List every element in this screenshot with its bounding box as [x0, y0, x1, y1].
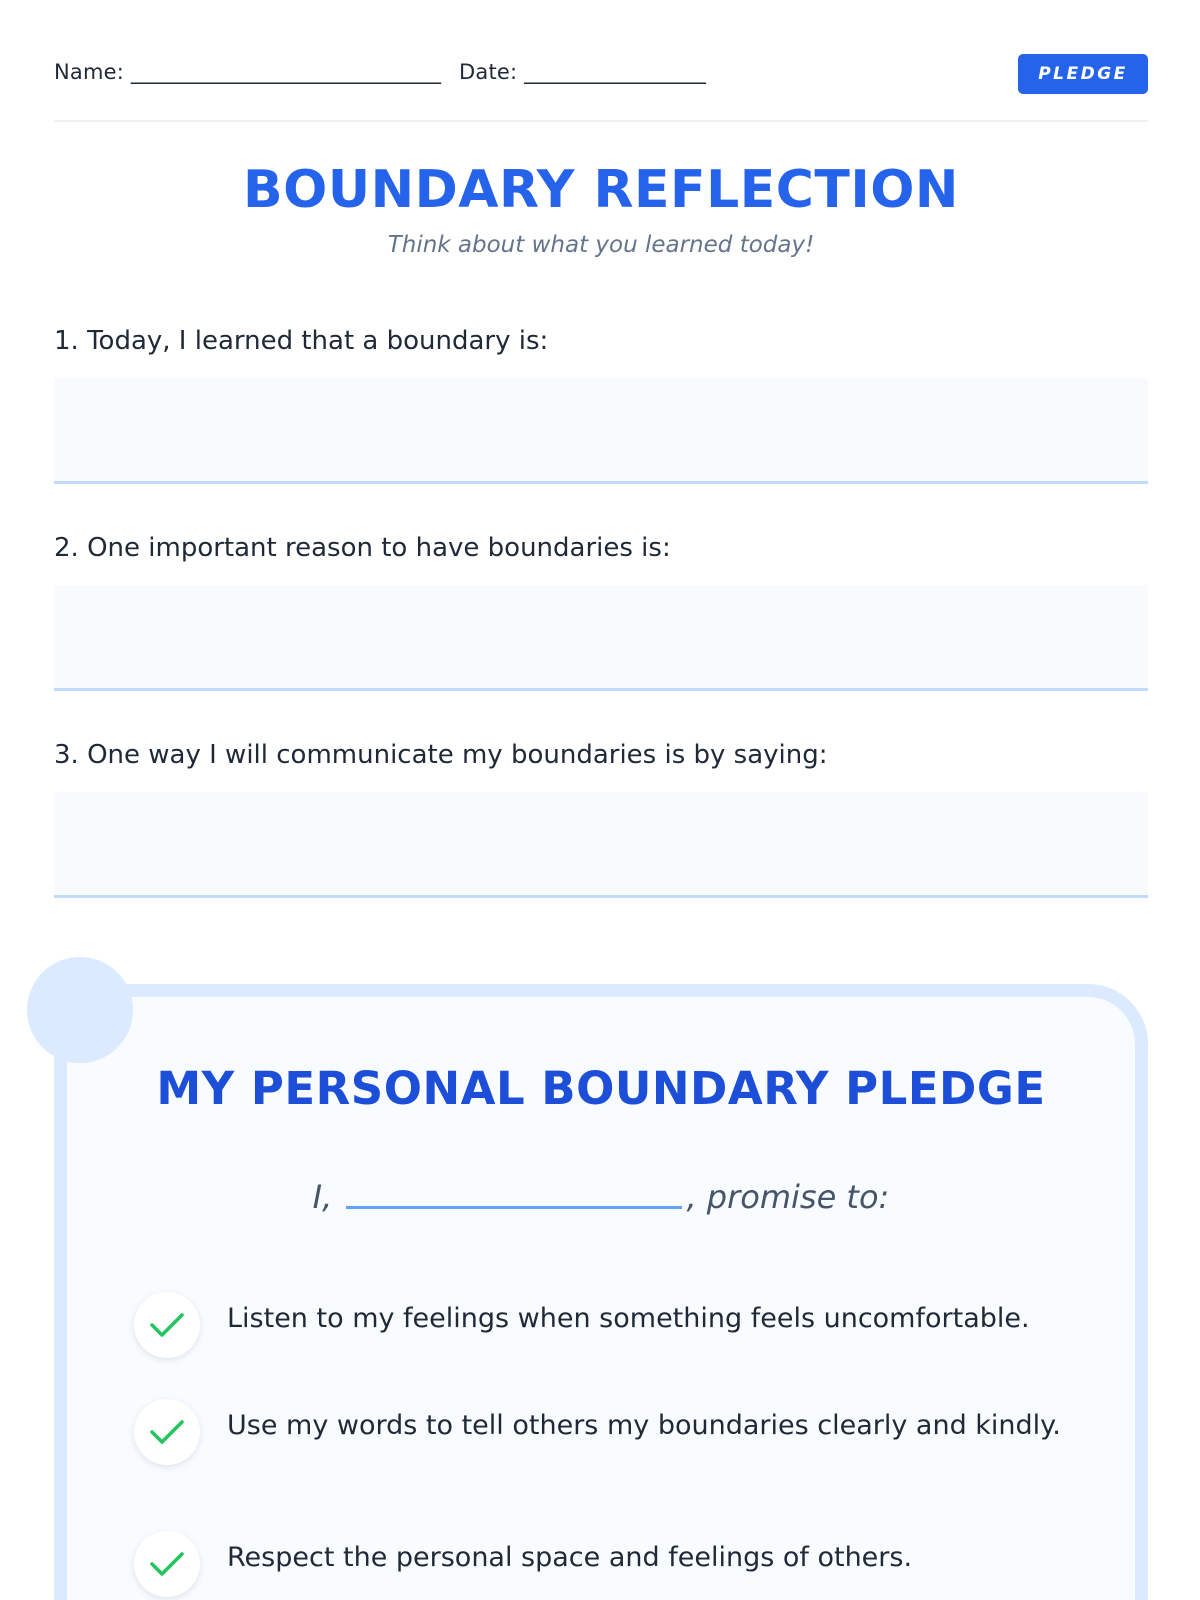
check-icon — [134, 1531, 200, 1597]
pledge-item-text: Use my words to tell others my boundaries clearly and kindly. — [227, 1410, 1061, 1441]
question-label: 2. One important reason to have boundaries is: — [54, 533, 671, 563]
question-3 — [54, 740, 1148, 770]
date-field: Date: _________________ — [459, 60, 707, 84]
answer-box-3[interactable] — [54, 792, 1148, 898]
pledge-item-text: Respect the personal space and feelings of others. — [227, 1542, 913, 1573]
question-1 — [54, 326, 1148, 356]
pledge-name-line — [54, 1178, 1148, 1216]
pledge-title: MY PERSONAL BOUNDARY PLEDGE — [156, 1062, 1046, 1115]
answer-box-2[interactable] — [54, 585, 1148, 691]
pledge-name-blank[interactable] — [346, 1206, 682, 1209]
name-field: Name: _____________________________ — [54, 60, 442, 84]
header-divider — [54, 120, 1148, 122]
pledge-suffix: , promise to: — [686, 1178, 890, 1216]
page-subtitle: Think about what you learned today! — [387, 232, 815, 258]
question-label: 3. One way I will communicate my boundaries is by saying: — [54, 740, 828, 770]
question-label: 1. Today, I learned that a boundary is: — [54, 326, 549, 356]
worksheet-header — [54, 50, 1148, 96]
page-title: BOUNDARY REFLECTION — [243, 160, 959, 220]
decorative-circle — [27, 957, 133, 1063]
pledge-badge: PLEDGE — [1018, 54, 1148, 94]
question-2 — [54, 533, 1148, 563]
answer-box-1[interactable] — [54, 378, 1148, 484]
check-icon — [134, 1399, 200, 1465]
check-icon — [134, 1292, 200, 1358]
pledge-prefix: I, — [312, 1178, 333, 1216]
pledge-item-text: Listen to my feelings when something feels uncomfortable. — [227, 1303, 1030, 1334]
